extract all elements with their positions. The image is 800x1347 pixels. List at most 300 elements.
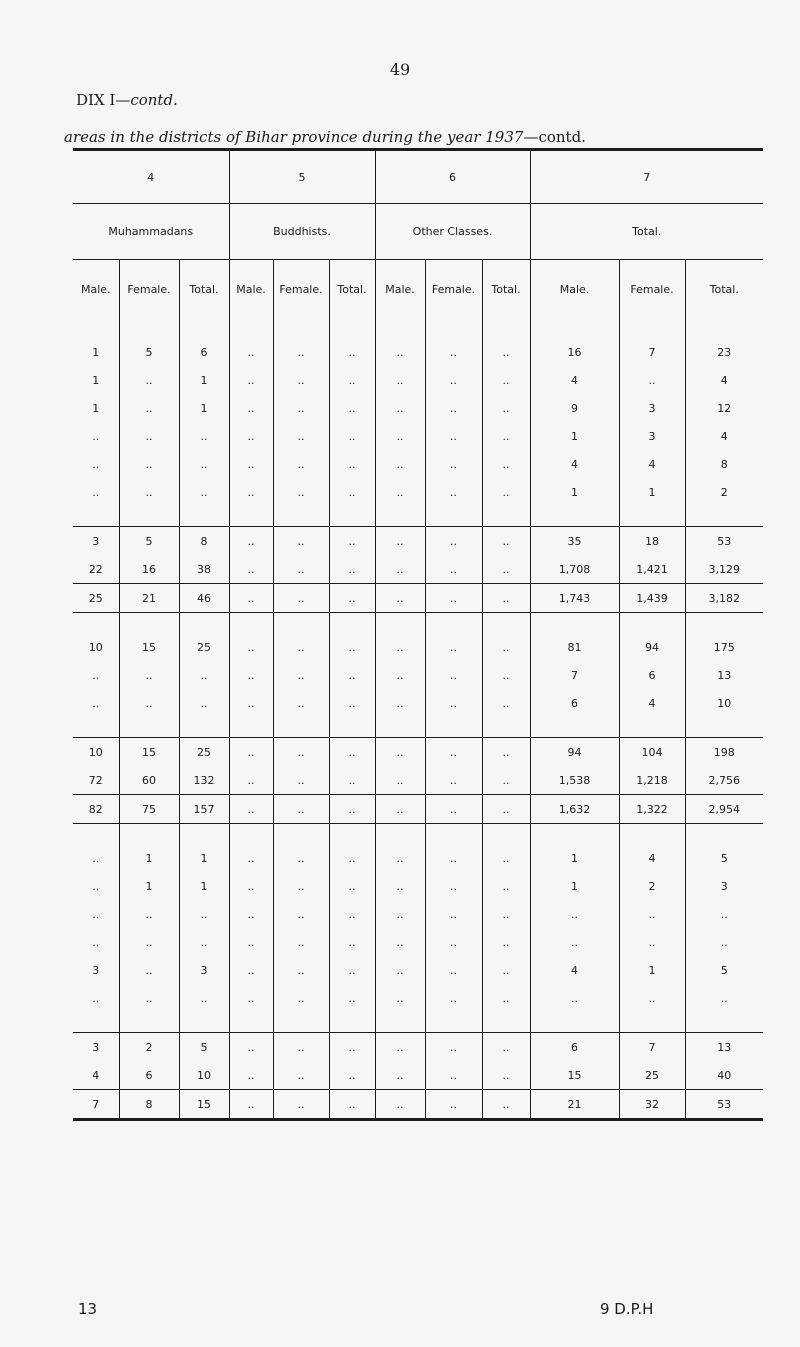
spacer-cell <box>530 824 619 845</box>
group-header-other-classes: Other Classes. <box>375 204 530 260</box>
table-cell: .. <box>482 795 530 824</box>
spacer-cell <box>179 1012 229 1033</box>
spacer-cell <box>530 318 619 338</box>
table-cell: .. <box>273 633 329 661</box>
spacer-cell <box>119 717 179 738</box>
subheader-cell: Female. <box>425 260 482 319</box>
table-cell: .. <box>329 738 375 767</box>
column-number: 6 <box>375 151 530 204</box>
table-cell: .. <box>119 984 179 1012</box>
spacer-row <box>73 506 763 527</box>
spacer-cell <box>179 506 229 527</box>
table-cell: .. <box>273 450 329 478</box>
statistics-table <box>73 148 763 1121</box>
table-cell: 1 <box>73 394 119 422</box>
footer-left-number: 13 <box>78 1300 98 1318</box>
table-cell: 7 <box>530 661 619 689</box>
table-cell: 32 <box>619 1090 685 1120</box>
spacer-cell <box>375 824 425 845</box>
table-cell: .. <box>273 984 329 1012</box>
spacer-cell <box>425 1012 482 1033</box>
spacer-row <box>73 717 763 738</box>
table-cell: 4 <box>720 373 728 387</box>
table-cell: 1,421 <box>619 555 685 584</box>
table-cell: .. <box>530 928 619 956</box>
table-cell: 15 <box>179 1090 229 1120</box>
table-cell: 15 <box>119 633 179 661</box>
table-cell: .. <box>273 366 329 394</box>
spacer-cell <box>425 506 482 527</box>
spacer-cell <box>179 613 229 634</box>
table-cell: .. <box>73 661 119 689</box>
table-cell: .. <box>273 338 329 366</box>
table-cell: .. <box>229 928 273 956</box>
table-cell: .. <box>425 366 482 394</box>
table-cell: .. <box>425 661 482 689</box>
table-cell: .. <box>482 1061 530 1090</box>
table-row <box>73 900 763 928</box>
table-cell: 38 <box>179 555 229 584</box>
table-cell: .. <box>425 584 482 613</box>
table-cell: .. <box>482 1033 530 1062</box>
table-cell: 18 <box>619 527 685 556</box>
table-row <box>73 633 763 661</box>
table-row <box>73 738 763 767</box>
table-cell: .. <box>179 661 229 689</box>
spacer-cell <box>119 824 179 845</box>
table-cell: .. <box>482 766 530 795</box>
spacer-row <box>73 613 763 634</box>
table-cell: .. <box>273 1061 329 1090</box>
table-cell: .. <box>375 555 425 584</box>
table-cell: .. <box>273 872 329 900</box>
table-cell: 9 <box>530 394 619 422</box>
table-cell: 15 <box>530 1061 619 1090</box>
spacer-cell <box>273 318 329 338</box>
table-row <box>73 478 763 506</box>
spacer-cell <box>229 613 273 634</box>
table-cell: .. <box>329 555 375 584</box>
table-cell: 25 <box>179 633 229 661</box>
spacer-cell <box>73 1012 119 1033</box>
table-cell: 6 <box>119 1061 179 1090</box>
table-cell: 25 <box>179 738 229 767</box>
spacer-cell <box>229 1012 273 1033</box>
table-cell: 3 <box>179 956 229 984</box>
table-cell: .. <box>329 422 375 450</box>
table-cell: .. <box>73 928 119 956</box>
spacer-cell <box>329 506 375 527</box>
table-cell: .. <box>425 872 482 900</box>
table-cell: 5 <box>720 851 728 865</box>
table-cell: .. <box>482 633 530 661</box>
table-cell: .. <box>375 661 425 689</box>
table-cell: .. <box>425 450 482 478</box>
table-cell: .. <box>329 584 375 613</box>
subtitle-main: areas in the districts of Bihar province during the year 1937— <box>64 128 539 146</box>
table-cell: 16 <box>530 338 619 366</box>
subheader-cell: Total. <box>685 260 763 319</box>
table-row <box>73 584 763 613</box>
table-cell: .. <box>375 984 425 1012</box>
table-cell: 2,756 <box>708 773 740 787</box>
spacer-cell <box>329 1012 375 1033</box>
table-cell: 1 <box>619 478 685 506</box>
table-cell: 3 <box>720 879 728 893</box>
table-row <box>73 1033 763 1062</box>
table-cell: .. <box>329 450 375 478</box>
table-cell: .. <box>329 766 375 795</box>
spacer-cell <box>619 717 685 738</box>
subheader-cell: Total. <box>329 260 375 319</box>
table-cell: 8 <box>720 457 728 471</box>
table-cell: .. <box>119 450 179 478</box>
table-cell: .. <box>273 478 329 506</box>
table-cell: 25 <box>619 1061 685 1090</box>
table-cell: .. <box>273 584 329 613</box>
footer-right-code: 9 D.P.H <box>600 1300 654 1318</box>
table-cell: .. <box>425 527 482 556</box>
table-cell: .. <box>229 689 273 717</box>
table-row <box>73 338 763 366</box>
table-cell: .. <box>273 1090 329 1120</box>
table-cell: .. <box>482 738 530 767</box>
table-cell: .. <box>329 1090 375 1120</box>
table-cell: .. <box>425 1061 482 1090</box>
table-cell: 1 <box>73 338 119 366</box>
appendix-heading-suffix: contd. <box>130 91 178 109</box>
table-row <box>73 689 763 717</box>
table-cell: .. <box>375 338 425 366</box>
table-cell: .. <box>375 872 425 900</box>
table-cell: .. <box>482 1090 530 1120</box>
table-cell: .. <box>73 844 119 872</box>
spacer-cell <box>179 824 229 845</box>
spacer-cell <box>685 824 763 845</box>
table-cell: 35 <box>530 527 619 556</box>
spacer-cell <box>119 613 179 634</box>
table-row <box>73 422 763 450</box>
table-cell: 25 <box>73 584 119 613</box>
table-cell: 8 <box>119 1090 179 1120</box>
table-cell: 3 <box>73 956 119 984</box>
table-cell: .. <box>329 956 375 984</box>
table-cell: .. <box>273 844 329 872</box>
spacer-cell <box>685 1012 763 1033</box>
table-cell: 1 <box>119 872 179 900</box>
spacer-cell <box>482 318 530 338</box>
table-cell: .. <box>329 394 375 422</box>
table-cell: .. <box>229 450 273 478</box>
table-cell: .. <box>720 991 728 1005</box>
table-row <box>73 1061 763 1090</box>
table-cell: .. <box>329 795 375 824</box>
table-cell: .. <box>273 900 329 928</box>
table-cell: .. <box>73 450 119 478</box>
table-cell: 5 <box>119 338 179 366</box>
table-cell: 1 <box>530 422 619 450</box>
table-cell: 1 <box>619 956 685 984</box>
table-cell: .. <box>179 984 229 1012</box>
spacer-cell <box>685 613 763 634</box>
table-cell: .. <box>73 900 119 928</box>
table-cell: .. <box>229 584 273 613</box>
table-cell: 4 <box>530 450 619 478</box>
table-cell: 6 <box>179 338 229 366</box>
table-cell: .. <box>425 394 482 422</box>
table-cell: .. <box>229 394 273 422</box>
spacer-cell <box>619 1012 685 1033</box>
table-cell: .. <box>425 900 482 928</box>
table-cell: .. <box>229 338 273 366</box>
table-row <box>73 394 763 422</box>
group-header-total: Total. <box>530 204 763 260</box>
table-cell: 7 <box>73 1090 119 1120</box>
spacer-cell <box>329 717 375 738</box>
table-cell: .. <box>179 478 229 506</box>
table-cell: .. <box>119 689 179 717</box>
table-cell: .. <box>482 450 530 478</box>
spacer-cell <box>273 506 329 527</box>
table-cell: .. <box>482 689 530 717</box>
spacer-cell <box>375 613 425 634</box>
table-cell: .. <box>179 450 229 478</box>
table-cell: 198 <box>685 738 763 767</box>
table-cell: .. <box>273 527 329 556</box>
subheader-cell: Male. <box>530 260 619 319</box>
table-cell: .. <box>73 984 119 1012</box>
table-cell: 2,954 <box>685 795 763 824</box>
table-cell: .. <box>329 928 375 956</box>
table-cell: 22 <box>73 555 119 584</box>
table-row <box>73 1090 763 1120</box>
spacer-cell <box>73 824 119 845</box>
spacer-cell <box>425 717 482 738</box>
table-row <box>73 661 763 689</box>
table-cell: 16 <box>119 555 179 584</box>
table-cell: 1,322 <box>619 795 685 824</box>
table-cell: 60 <box>119 766 179 795</box>
spacer-cell <box>375 717 425 738</box>
table-cell: 4 <box>530 366 619 394</box>
subheader-cell: Total. <box>482 260 530 319</box>
spacer-cell <box>229 824 273 845</box>
table-cell: .. <box>482 394 530 422</box>
table-cell: 46 <box>179 584 229 613</box>
table-cell: 6 <box>530 689 619 717</box>
table-cell: .. <box>229 844 273 872</box>
table-cell: .. <box>375 1090 425 1120</box>
group-header-row <box>73 204 763 260</box>
table-cell: 94 <box>530 738 619 767</box>
table-cell: .. <box>273 394 329 422</box>
table-cell: 8 <box>179 527 229 556</box>
table-cell: .. <box>273 956 329 984</box>
table-cell: .. <box>229 795 273 824</box>
spacer-row <box>73 824 763 845</box>
spacer-cell <box>119 506 179 527</box>
table-cell: .. <box>425 478 482 506</box>
spacer-cell <box>530 506 619 527</box>
table-cell: .. <box>425 555 482 584</box>
table-cell: .. <box>425 844 482 872</box>
table-cell: 1,708 <box>530 555 619 584</box>
statistics-table-wrapper <box>73 148 763 1121</box>
spacer-cell <box>530 613 619 634</box>
table-cell: 82 <box>73 795 119 824</box>
table-cell: .. <box>482 984 530 1012</box>
table-cell: 10 <box>717 696 732 710</box>
group-header-buddhists: Buddhists. <box>229 204 375 260</box>
table-cell: .. <box>425 795 482 824</box>
table-cell: .. <box>425 1033 482 1062</box>
table-cell: .. <box>229 872 273 900</box>
table-cell: .. <box>720 935 728 949</box>
table-cell: .. <box>179 422 229 450</box>
spacer-cell <box>329 613 375 634</box>
table-row <box>73 984 763 1012</box>
table-cell: 53 <box>685 1090 763 1120</box>
table-cell: 81 <box>530 633 619 661</box>
table-cell: .. <box>482 527 530 556</box>
table-cell: .. <box>425 928 482 956</box>
table-cell: .. <box>375 795 425 824</box>
table-cell: .. <box>119 900 179 928</box>
table-cell: .. <box>179 689 229 717</box>
table-cell: 12 <box>717 401 732 415</box>
table-cell: 4 <box>619 450 685 478</box>
table-cell: 13 <box>717 668 732 682</box>
spacer-cell <box>375 506 425 527</box>
column-number: 5 <box>229 151 375 204</box>
table-cell: .. <box>229 984 273 1012</box>
table-cell: .. <box>425 984 482 1012</box>
table-cell: 10 <box>73 738 119 767</box>
spacer-cell <box>273 717 329 738</box>
spacer-cell <box>685 506 763 527</box>
table-cell: .. <box>229 1033 273 1062</box>
table-row <box>73 450 763 478</box>
table-cell: 3 <box>73 1033 119 1062</box>
table-cell: 5 <box>179 1033 229 1062</box>
table-cell: 1 <box>530 844 619 872</box>
spacer-cell <box>425 318 482 338</box>
table-cell: 10 <box>179 1061 229 1090</box>
table-cell: .. <box>375 956 425 984</box>
table-cell: .. <box>619 366 685 394</box>
spacer-cell <box>685 717 763 738</box>
table-cell: .. <box>119 394 179 422</box>
table-cell: .. <box>273 766 329 795</box>
table-cell: 3 <box>619 394 685 422</box>
table-cell: .. <box>425 338 482 366</box>
spacer-cell <box>482 613 530 634</box>
table-cell: .. <box>619 928 685 956</box>
table-cell: .. <box>229 633 273 661</box>
table-cell: .. <box>229 738 273 767</box>
subheader-cell: Male. <box>73 260 119 319</box>
appendix-heading <box>76 91 178 109</box>
spacer-cell <box>425 613 482 634</box>
spacer-cell <box>119 318 179 338</box>
table-cell: 53 <box>685 527 763 556</box>
table-cell: .. <box>425 766 482 795</box>
subheader-cell: Female. <box>119 260 179 319</box>
table-cell: .. <box>273 928 329 956</box>
table-cell: .. <box>375 766 425 795</box>
table-cell: .. <box>482 584 530 613</box>
table-cell: .. <box>375 844 425 872</box>
table-cell: .. <box>329 661 375 689</box>
table-row <box>73 766 763 795</box>
table-cell: .. <box>119 478 179 506</box>
spacer-cell <box>273 1012 329 1033</box>
table-cell: .. <box>375 584 425 613</box>
table-cell: 40 <box>717 1068 732 1082</box>
group-header-muhammadans: Muhammadans <box>73 204 229 260</box>
table-cell: .. <box>329 844 375 872</box>
spacer-cell <box>482 1012 530 1033</box>
table-cell: .. <box>329 366 375 394</box>
table-cell: 3,129 <box>708 562 740 576</box>
table-cell: .. <box>530 984 619 1012</box>
subheader-cell: Male. <box>229 260 273 319</box>
table-cell: .. <box>482 366 530 394</box>
spacer-row <box>73 1012 763 1033</box>
table-cell: .. <box>73 422 119 450</box>
table-cell: .. <box>425 956 482 984</box>
table-cell: .. <box>482 844 530 872</box>
table-cell: 1 <box>179 366 229 394</box>
table-cell: 3 <box>619 422 685 450</box>
table-cell: .. <box>229 527 273 556</box>
table-cell: 1,218 <box>619 766 685 795</box>
table-cell: .. <box>229 366 273 394</box>
table-cell: .. <box>329 900 375 928</box>
spacer-cell <box>73 318 119 338</box>
table-cell: .. <box>375 1033 425 1062</box>
table-cell: 21 <box>530 1090 619 1120</box>
table-cell: 4 <box>720 429 728 443</box>
table-cell: 1 <box>530 872 619 900</box>
table-cell: .. <box>425 1090 482 1120</box>
table-cell: .. <box>720 907 728 921</box>
table-cell: .. <box>179 900 229 928</box>
table-cell: .. <box>375 1061 425 1090</box>
table-cell: 1 <box>179 394 229 422</box>
subheader-cell: Male. <box>375 260 425 319</box>
table-cell: 1,439 <box>619 584 685 613</box>
table-cell: .. <box>482 338 530 366</box>
table-cell: .. <box>329 1033 375 1062</box>
table-cell: 1 <box>73 366 119 394</box>
table-cell: .. <box>229 661 273 689</box>
table-cell: 2 <box>720 485 728 499</box>
table-cell: .. <box>273 422 329 450</box>
table-cell: 5 <box>720 963 728 977</box>
spacer-cell <box>619 506 685 527</box>
table-cell: .. <box>229 478 273 506</box>
table-cell: 1,538 <box>530 766 619 795</box>
table-cell: .. <box>482 956 530 984</box>
table-subtitle <box>64 128 586 146</box>
table-cell: 157 <box>179 795 229 824</box>
table-cell: .. <box>119 422 179 450</box>
table-cell: .. <box>273 795 329 824</box>
table-cell: 10 <box>73 633 119 661</box>
table-cell: 1 <box>119 844 179 872</box>
table-body <box>73 318 763 1120</box>
